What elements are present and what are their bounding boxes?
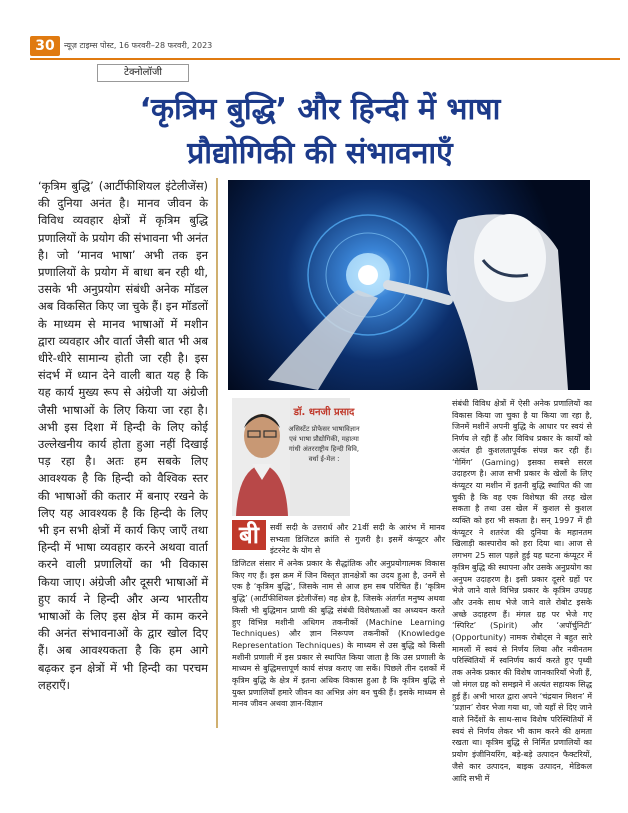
- header-rule: [30, 58, 620, 60]
- publication-info: न्यूज़ टाइम्स पोस्ट, 16 फरवरी–28 फरवरी, 2023: [64, 41, 213, 50]
- lead-column: [38, 178, 218, 728]
- main-photo: [228, 180, 590, 390]
- drop-cap: बी: [232, 520, 266, 550]
- ai-robot-illustration: [228, 180, 590, 390]
- body-column-mid: [232, 558, 445, 710]
- body-column-right: [452, 398, 592, 784]
- headline-line-2: प्रौद्योगिकी की संभावनाएँ: [187, 136, 453, 171]
- headline: [40, 88, 600, 176]
- author-designation: असिस्टेंट प्रोफेसर भाषाविज्ञान एवं भाषा प्रौद्योगिकी, महात्मा गांधी अंतरराष्ट्रीय हिन्दी विवि, वर्धा ई-मेल :: [288, 425, 360, 463]
- body-column-mid-top: [270, 522, 445, 557]
- page-number: 30: [30, 36, 60, 56]
- author-name: डॉ. धनजी प्रसाद: [293, 407, 355, 418]
- page-header: [30, 36, 628, 58]
- author-info: [288, 404, 360, 464]
- section-label: टेक्नोलॉजी: [97, 64, 189, 82]
- lead-text: ‘कृत्रिम बुद्धि’ (आर्टीफीशियल इंटेलीजेंस) की दुनिया अनंत है। मानव जीवन के विविध व्यवहार क्षेत्रों में कृत्रिम बुद्धि प्रणालियों के प्रयोग की संभावना भी अनंत है। जो ‘मानव भाषा’ अभी तक इन प्रणालियों के प्रयोग में बाधा बन रही थी, उसके भी अनुप्रयोग संबंधी अनेक मॉडल अब विकसित किए जा चुके हैं। इन मॉडलों के माध्यम से मानव भाषाओं में मशीन द्वारा व्यवहार और वार्ता जैसी बात भी अब धीरे-धीरे सामान्य होती जा रही है। इस संदर्भ में ध्यान देने वाली बात यह है कि यह कार्य मुख्य रूप से अंग्रेजी या अंग्रेजी जैसी भाषाओं के लिए किया जा रहा है। अभी इस दिशा में हिन्दी के लिए कोई उल्लेखनीय कार्य होता हुआ नहीं दिखाई पड़ रहा है। अतः हम सबके लिए आवश्यक है कि हिन्दी को वैश्विक स्तर की भाषाओं की कतार में बनाए रखने के लिए यह आवश्यक है कि हिन्दी के लिए भी इन सभी क्षेत्रों में कार्य किए जाएँ तथा हिन्दी में भाषा व्यवहार करने अथवा वार्ता करने वाली प्रणालियों का भी विकास किया जाए। अंग्रेजी और दूसरी भाषाओं में हुए कार्य ने हिन्दी और अन्य भारतीय भाषाओं के लिए इस क्षेत्र में काम करने की अनंत संभावनाओं के द्वार खोल दिए हैं। अब आवश्यकता है कि हम आगे बढ़कर इन क्षेत्रों में भी हिन्दी का परचम लहराएँ।: [38, 179, 208, 692]
- author-portrait: [232, 398, 290, 516]
- body-text-mid: डिजिटल संसार में अनेक प्रकार के सैद्धांतिक और अनुप्रयोगात्मक विकास किए गए हैं। इस क्रम में जिन विस्तृत ज्ञानक्षेत्रों का उदय हुआ है, उनमें से एक है ‘कृत्रिम बुद्धि’, जिसके नाम से आज हम सब परिचित हैं। ‘कृत्रिम बुद्धि’ (आर्टीफीशियल इंटेलीजेंस) वह क्षेत्र है, जिसके अंतर्गत मनुष्य अथवा किसी भी बुद्धिमान प्राणी की बुद्धि संबंधी विशेषताओं का अध्ययन करते हुए विभिन्न मशीनी अधिगम तकनीकों (Machine Learning Techniques) और ज्ञान निरूपण तकनीकों (Knowledge Representation Techniques) के माध्यम से उस बुद्धि को किसी मशीनी प्रणाली में इस प्रकार से स्थापित किया जाता है कि उस प्रणाली के माध्यम से बुद्धिमत्तापूर्ण कार्य संपन्न कराए जा सकें। पिछले तीन दशकों में कृत्रिम बुद्धि के क्षेत्र में इतना अधिक विकास हुआ है कि कृत्रिम बुद्धि से युक्त प्रणालियाँ हमारे जीवन का अभिन्न अंग बन चुकी हैं। इसके माध्यम से मानव जीवन अथवा ज्ञान-विज्ञान: [232, 559, 445, 709]
- body-text-mid-top: सवीं सदी के उत्तरार्ध और 21वीं सदी के आरंभ में मानव सभ्यता डिजिटल क्रांति से गुजरी है। इसमें कंप्यूटर और इंटरनेट के योग से: [270, 523, 445, 556]
- headline-line-1: ‘कृत्रिम बुद्धि’ और हिन्दी में भाषा: [139, 92, 501, 127]
- body-text-right: संबंधी विविध क्षेत्रों में ऐसी अनेक प्रणालियों का विकास किया जा चुका है या किया जा रहा है, जिनमें मशीनें अपनी बुद्धि के आधार पर स्वयं से निर्णय ले रही हैं और विविध प्रकार के कार्यों को अत्यंत ही कुशलतापूर्वक संपन्न कर रही हैं। ‘गेमिंग’ (Gaming) इसका सबसे सरल उदाहरण है। आज सभी प्रकार के खेलों के लिए कंप्यूटर या मशीन में इतनी बुद्धि स्थापित की जा चुकी है कि वह एक विशेषज्ञ की तरह खेल सकता है तथा उस खेल में कुशल से कुशल व्यक्ति को हरा भी सकता है। सन् 1997 में ही कंप्यूटर ने शतरंज की दुनिया के महानतम खिलाड़ी कास्पारोव को हरा दिया था। आज से लगभग 25 साल पहले हुई यह घटना कंप्यूटर में कृत्रिम बुद्धि की स्थापना और उसके अनुप्रयोग का अनुपम उदाहरण है। इसी प्रकार दूसरे ग्रहों पर भेजे जाने वाले विभिन्न प्रकार के कृत्रिम उपग्रह और उनके साथ भेजे जाने वाले रोबोट इसके अच्छे उदाहरण हैं। मंगल ग्रह पर भेजे गए ‘स्पिरिट’ (Spirit) और ‘अपॉर्चुनिटी’ (Opportunity) नामक रोबोट्स ने बहुत सारे मामलों में स्वयं से निर्णय लिया और नवीनतम परिस्थितियों में स्वनिर्णय कार्य करते हुए पृथ्वी तक अनेक प्रकार की विशेष जानकारियाँ भेजी हैं, जो मंगल ग्रह को समझने में अत्यंत सहायक सिद्ध हुई हैं। अभी भारत द्वारा अपने ‘चंद्रयान मिशन’ में ‘प्रज्ञान’ रोवर भेजा गया था, जो यहाँ से दिए जाने वाले निर्देशों के साथ-साथ विशेष परिस्थितियों में स्वयं से निर्णय लेकर भी काम करने की क्षमता रखता था। कृत्रिम बुद्धि से निर्मित प्रणालियों का प्रयोग इंजीनियरिंग, बड़े-बड़े उत्पादन फैक्टरियों, जैसे कार उत्पादन, बाइक उत्पादन, मेडिकल आदि सभी में: [452, 399, 592, 783]
